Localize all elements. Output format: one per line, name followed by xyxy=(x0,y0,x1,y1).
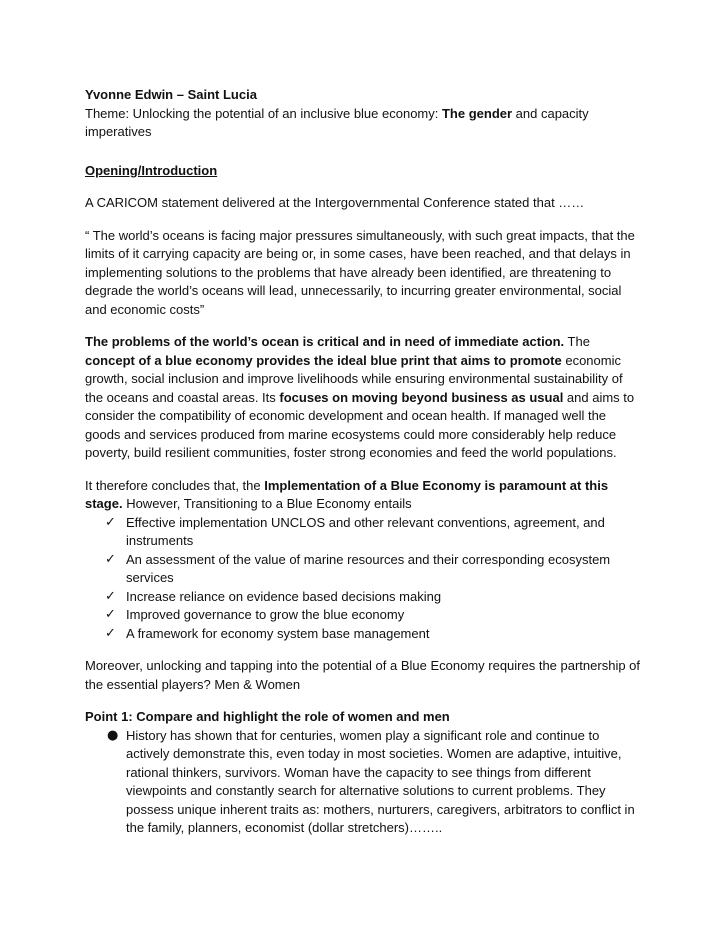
bullet-item xyxy=(85,727,641,838)
problems-text-3: and aims to consider the compatibility of economic development and ocean health. If managed well the goods and services produced from marine ecosystems could more considerably help reduce poverty, build resilient communities, foster strong economies and feed the world populations. xyxy=(85,389,635,460)
checklist-item-text: Improved governance to grow the blue economy xyxy=(126,607,405,622)
problems-text-2: economic growth, social inclusion and improve livelihoods while ensuring environmental sustainability of the oceans and coastal areas. Its xyxy=(85,352,623,405)
checklist-item-text: A framework for economy system base management xyxy=(126,625,430,641)
checklist-item xyxy=(85,606,641,625)
opening-heading-text: Opening/Introduction xyxy=(85,162,218,178)
author-name: Yvonne Edwin – Saint Lucia xyxy=(85,87,257,102)
checklist-item xyxy=(85,514,641,551)
checkmark-icon: ✓ xyxy=(105,625,116,641)
checklist-item-text: Increase reliance on evidence based decisions making xyxy=(126,588,442,604)
checklist-item-text: An assessment of the value of marine resources and their corresponding ecosystem services xyxy=(126,551,611,585)
conclusion-text-1: It therefore concludes that, the xyxy=(85,477,265,493)
checklist-item xyxy=(85,625,641,644)
problems-bold-1: The problems of the world’s ocean is critical and in need of immediate action. xyxy=(85,334,565,349)
section-heading-opening xyxy=(85,162,641,181)
checklist-item-text: Effective implementation UNCLOS and other relevant conventions, agreement, and instruments xyxy=(126,514,605,548)
conclusion-paragraph xyxy=(85,477,641,514)
problems-bold-2: concept of a blue economy provides the ideal blue print that aims to promote xyxy=(85,352,562,368)
intro-paragraph: A CARICOM statement delivered at the Intergovernmental Conference stated that …… xyxy=(85,195,585,210)
theme-line xyxy=(85,105,641,142)
partnership-paragraph: Moreover, unlocking and tapping into the potential of a Blue Economy requires the partnership of the essential players? Men & Women xyxy=(85,658,641,692)
transition-checklist xyxy=(85,514,641,644)
conclusion-bold: Implementation of a Blue Economy is paramount at this stage. xyxy=(85,477,609,511)
problems-bold-3: focuses on moving beyond business as usual xyxy=(279,389,564,405)
conclusion-text-2: However, Transitioning to a Blue Economy entails xyxy=(122,496,412,511)
author-line xyxy=(85,86,641,105)
bullet-icon: ● xyxy=(107,727,119,743)
checklist-item xyxy=(85,551,641,588)
problems-text-1: The xyxy=(564,334,590,349)
quote-paragraph: “ The world’s oceans is facing major pressures simultaneously, with such great impacts, that the limits of it carrying capacity are being or, in some cases, have been reached, and that delays in implementing solutions to the problems that have already been identified, are threatening to degrade the world’s oceans will lead, unnecessarily, to incurring greater environmental, social and economic costs” xyxy=(85,227,635,317)
point1-heading xyxy=(85,708,641,727)
checkmark-icon: ✓ xyxy=(105,588,116,604)
point1-bullet-list xyxy=(85,727,641,838)
point1-heading-text: Point 1: Compare and highlight the role of women and men xyxy=(85,709,450,724)
bullet-item-text: History has shown that for centuries, women play a significant role and continue to actively demonstrate this, even today in most societies. Women are adaptive, intuitive, rational thinkers, survivors. Woman have the capacity to see things from different viewpoints and constantly search for alternative solutions to current problems. They possess unique inherent traits as: mothers, nurturers, caregivers, arbitrators to conflict in the family, planners, economist (dollar stretchers)…….. xyxy=(126,727,635,835)
document-page xyxy=(85,86,641,838)
problems-paragraph xyxy=(85,333,641,463)
checkmark-icon: ✓ xyxy=(105,514,116,530)
theme-bold: The gender xyxy=(441,105,513,121)
checkmark-icon: ✓ xyxy=(105,551,116,567)
checklist-item xyxy=(85,588,641,607)
theme-suffix: and capacity imperatives xyxy=(85,105,589,139)
theme-prefix: Theme: Unlocking the potential of an inclusive blue economy: xyxy=(85,105,442,121)
checkmark-icon: ✓ xyxy=(105,607,116,622)
